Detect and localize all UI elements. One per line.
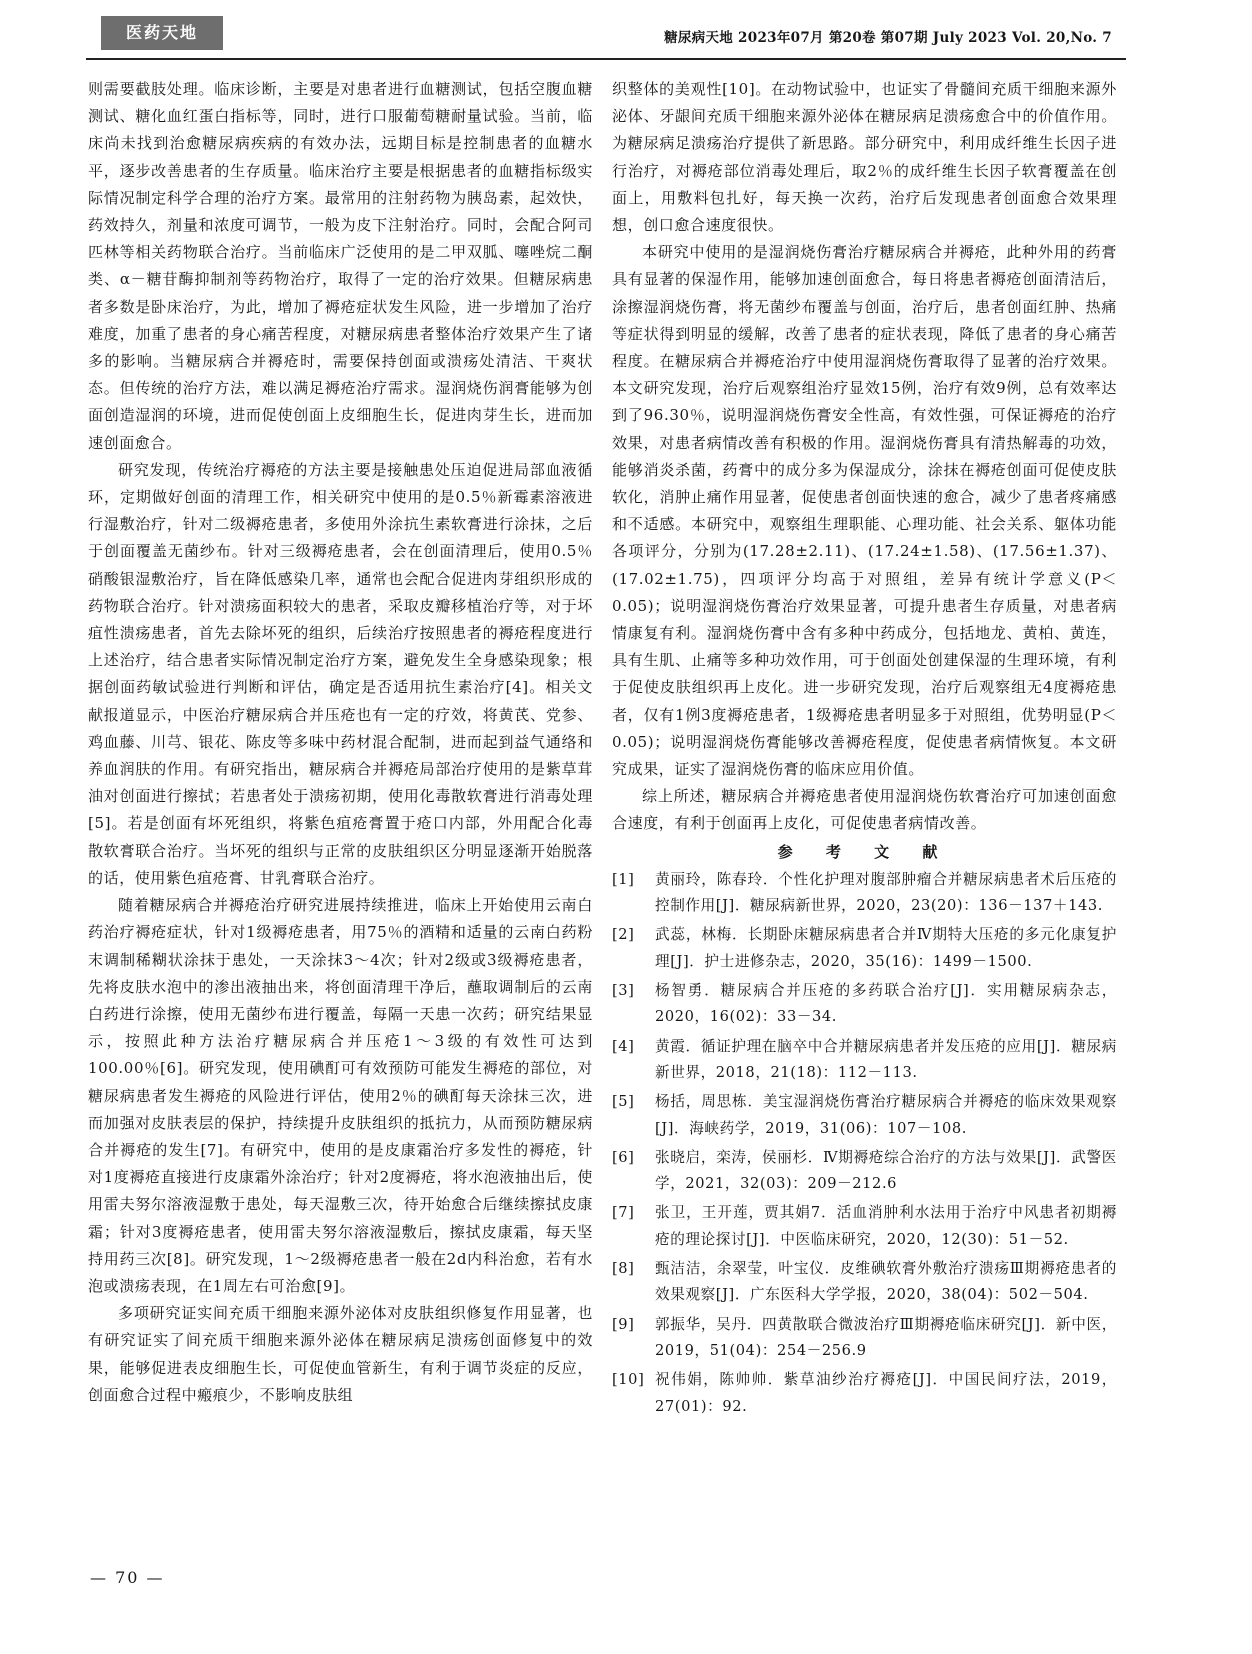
left-column <box>88 76 593 1409</box>
reference-number: [4] <box>612 1037 635 1055</box>
right-paragraph-2: 本研究中使用的是湿润烧伤膏治疗糖尿病合并褥疮，此种外用的药膏具有显著的保湿作用，能够加速创面愈合，每日将患者褥疮创面清洁后，涂擦湿润烧伤膏，将无菌纱布覆盖与创面，治疗后，患者创面红肿、热痛等症状得到明显的缓解，改善了患者的症状表现，降低了患者的身心痛苦程度。在糖尿病合并褥疮治疗中使用湿润烧伤膏取得了显著的治疗效果。本文研究发现，治疗后观察组治疗显效15例，治疗有效9例，总有效率达到了96.30％，说明湿润烧伤膏安全性高，有效性强，可保证褥疮的治疗效果，对患者病情改善有积极的作用。湿润烧伤膏具有清热解毒的功效，能够消炎杀菌，药膏中的成分多为保湿成分，涂抹在褥疮创面可促使皮肤软化，消肿止痛作用显著，促使患者创面快速的愈合，减少了患者疼痛感和不适感。本研究中，观察组生理职能、心理功能、社会关系、躯体功能各项评分，分别为(17.28±2.11)、(17.24±1.58)、(17.56±1.37)、(17.02±1.75)，四项评分均高于对照组，差异有统计学意义(P＜0.05)；说明湿润烧伤膏治疗效果显著，可提升患者生存质量，对患者病情康复有利。湿润烧伤膏中含有多种中药成分，包括地龙、黄柏、黄连，具有生肌、止痛等多种功效作用，可于创面处创建保湿的生理环境，有利于促使皮肤组织再上皮化。进一步研究发现，治疗后观察组无4度褥疮患者，仅有1例3度褥疮患者，1级褥疮患者明显多于对照组，优势明显(P＜0.05)；说明湿润烧伤膏能够改善褥疮程度，促使患者病情恢复。本文研究成果，证实了湿润烧伤膏的临床应用价值。 <box>612 243 1117 779</box>
reference-number: [5] <box>612 1093 635 1111</box>
reference-item <box>612 1034 1117 1087</box>
left-paragraph-4: 多项研究证实间充质干细胞来源外泌体对皮肤组织修复作用显著，也有研究证实了间充质干细胞来源外泌体在糖尿病足溃疡创面修复中的效果，能够促进表皮细胞生长，可促使血管新生，有利于调节炎症的反应，创面愈合过程中瘢痕少，不影响皮肤组 <box>88 1304 593 1404</box>
header-rule <box>86 58 1126 60</box>
references-heading: 参 考 文 献 <box>777 842 952 861</box>
reference-number: [3] <box>612 982 635 1000</box>
journal-running-header: 糖尿病天地 2023年07月 第20卷 第07期 July 2023 Vol. 20,No. 7 <box>664 30 1112 46</box>
reference-item <box>612 1256 1117 1309</box>
page-number: — 70 — <box>90 1568 165 1587</box>
left-paragraph-3: 随着糖尿病合并褥疮治疗研究进展持续推进，临床上开始使用云南白药治疗褥疮症状，针对1级褥疮患者，用75％的酒精和适量的云南白药粉末调制稀糊状涂抹于患处，一天涂抹3～4次；针对2级或3级褥疮患者，先将皮肤水泡中的渗出液抽出来，将创面清理干净后，蘸取调制后的云南白药进行涂擦，使用无菌纱布进行覆盖，每隔一天患一次药；研究结果显示，按照此种方法治疗糖尿病合并压疮1～3级的有效性可达到100.00％[6]。研究发现，使用碘酊可有效预防可能发生褥疮的部位，对糖尿病患者发生褥疮的风险进行评估，使用2％的碘酊每天涂抹三次，进而加强对皮肤表层的保护，持续提升皮肤组织的抵抗力，从而预防糖尿病合并褥疮的发生[7]。有研究中，使用的是皮康霜治疗多发性的褥疮，针对1度褥疮直接进行皮康霜外涂治疗；针对2度褥疮，将水泡液抽出后，使用雷夫努尔溶液湿敷于患处，每天湿敷三次，待开始愈合后继续擦拭皮康霜；针对3度褥疮患者，使用雷夫努尔溶液湿敷后，擦拭皮康霜，每天坚持用药三次[8]。研究发现，1～2级褥疮患者一般在2d内科治愈，若有水泡或溃疡表现，在1周左右可治愈[9]。 <box>88 896 593 1295</box>
reference-number: [1] <box>612 870 635 888</box>
reference-list <box>612 867 1117 1420</box>
reference-text: 杨括，周思栋．美宝湿润烧伤膏治疗糖尿病合并褥疮的临床效果观察[J]．海峡药学，2019，31(06)：107－108. <box>655 1093 1117 1137</box>
reference-number: [6] <box>612 1148 635 1166</box>
reference-item <box>612 1200 1117 1253</box>
reference-text: 黄丽玲，陈春玲．个性化护理对腹部肿瘤合并糖尿病患者术后压疮的控制作用[J]．糖尿病新世界，2020，23(20)：136－137＋143. <box>655 870 1117 915</box>
reference-item <box>612 1145 1117 1198</box>
reference-text: 张卫，王开莲，贾其娟7．活血消肿利水法用于治疗中风患者初期褥疮的理论探讨[J]．中医临床研究，2020，12(30)：51－52. <box>655 1204 1117 1248</box>
reference-item <box>612 1089 1117 1142</box>
reference-number: [8] <box>612 1260 635 1278</box>
reference-number: [10] <box>612 1371 645 1389</box>
reference-text: 武蕊，林梅．长期卧床糖尿病患者合并Ⅳ期特大压疮的多元化康复护理[J]．护士进修杂志，2020，35(16)：1499－1500. <box>655 926 1117 970</box>
reference-item <box>612 867 1117 920</box>
right-column <box>612 76 1117 1423</box>
reference-number: [9] <box>612 1315 635 1333</box>
left-paragraph-1: 则需要截肢处理。临床诊断，主要是对患者进行血糖测试，包括空腹血糖测试、糖化血红蛋白指标等，同时，进行口服葡萄糖耐量试验。当前，临床尚未找到治愈糖尿病疾病的有效办法，远期目标是控制患者的血糖水平，逐步改善患者的生存质量。临床治疗主要是根据患者的血糖指标级实际情况制定科学合理的治疗方案。最常用的注射药物为胰岛素，起效快，药效持久，剂量和浓度可调节，一般为皮下注射治疗。同时，会配合阿司匹林等相关药物联合治疗。当前临床广泛使用的是二甲双胍、噻唑烷二酮类、α－糖苷酶抑制剂等药物治疗，取得了一定的治疗效果。但糖尿病患者多数是卧床治疗，为此，增加了褥疮症状发生风险，进一步增加了治疗难度，加重了患者的身心痛苦程度，对糖尿病患者整体治疗效果产生了诸多的影响。当糖尿病合并褥疮时，需要保持创面或溃疡处清洁、干爽状态。但传统的治疗方法，难以满足褥疮治疗需求。湿润烧伤润膏能够为创面创造湿润的环境，进而促使创面上皮细胞生长，促进肉芽生长，进而加速创面愈合。 <box>88 80 593 452</box>
reference-text: 黄霞．循证护理在脑卒中合并糖尿病患者并发压疮的应用[J]．糖尿病新世界，2018，21(18)：112－113. <box>655 1037 1117 1081</box>
reference-item <box>612 978 1117 1031</box>
reference-number: [7] <box>612 1204 635 1222</box>
right-paragraph-1: 织整体的美观性[10]。在动物试验中，也证实了骨髓间充质干细胞来源外泌体、牙龈间充质干细胞来源外泌体在糖尿病足溃疡愈合中的价值作用。为糖尿病足溃疡治疗提供了新思路。部分研究中，利用成纤维生长因子进行治疗，对褥疮部位消毒处理后，取2％的成纤维生长因子软膏覆盖在创面上，用敷料包扎好，每天换一次药，治疗后发现患者创面愈合效果理想，创口愈合速度很快。 <box>612 80 1117 235</box>
reference-text: 甄洁洁，余翠莹，叶宝仪．皮维碘软膏外敷治疗溃疡Ⅲ期褥疮患者的效果观察[J]．广东医科大学学报，2020，38(04)：502－504. <box>655 1260 1117 1304</box>
reference-item <box>612 1312 1117 1365</box>
reference-item <box>612 922 1117 975</box>
left-paragraph-2: 研究发现，传统治疗褥疮的方法主要是接触患处压迫促进局部血液循环，定期做好创面的清理工作，相关研究中使用的是0.5％新霉素溶液进行湿敷治疗，针对二级褥疮患者，多使用外涂抗生素软膏进行涂抹，之后于创面覆盖无菌纱布。针对三级褥疮患者，会在创面清理后，使用0.5％硝酸银湿敷治疗，旨在降低感染几率，通常也会配合促进肉芽组织形成的药物联合治疗。针对溃疡面积较大的患者，采取皮瓣移植治疗等，对于坏疽性溃疡患者，首先去除坏死的组织，后续治疗按照患者的褥疮程度进行上述治疗，结合患者实际情况制定治疗方案，避免发生全身感染现象；根据创面药敏试验进行判断和评估，确定是否适用抗生素治疗[4]。相关文献报道显示，中医治疗糖尿病合并压疮也有一定的疗效，将黄芪、党参、鸡血藤、川芎、银花、陈皮等多味中药材混合配制，进而起到益气通络和养血润肤的作用。有研究指出，糖尿病合并褥疮局部治疗使用的是紫草茸油对创面进行擦拭；若患者处于溃疡初期，使用化毒散软膏进行消毒处理[5]。若是创面有坏死组织，将紫色疽疮膏置于疮口内部，外用配合化毒散软膏联合治疗。当坏死的组织与正常的皮肤组织区分明显逐渐开始脱落的话，使用紫色疽疮膏、甘乳膏联合治疗。 <box>88 460 593 887</box>
reference-text: 祝伟娟，陈帅帅．紫草油纱治疗褥疮[J]．中国民间疗法，2019，27(01)：92. <box>655 1371 1117 1415</box>
section-tag: 医药天地 <box>101 16 223 50</box>
reference-item <box>612 1367 1117 1420</box>
right-paragraph-3: 综上所述，糖尿病合并褥疮患者使用湿润烧伤软膏治疗可加速创面愈合速度，有利于创面再上皮化，可促使患者病情改善。 <box>612 787 1117 833</box>
reference-number: [2] <box>612 926 635 944</box>
reference-text: 张晓启，栾涛，侯丽杉．Ⅳ期褥疮综合治疗的方法与效果[J]．武警医学，2021，32(03)：209－212.6 <box>655 1148 1117 1193</box>
reference-text: 郭振华，吴丹．四黄散联合微波治疗Ⅲ期褥疮临床研究[J]．新中医，2019，51(04)：254－256.9 <box>655 1315 1117 1359</box>
reference-text: 杨智勇．糖尿病合并压疮的多药联合治疗[J]．实用糖尿病杂志，2020，16(02)：33－34. <box>655 982 1117 1026</box>
